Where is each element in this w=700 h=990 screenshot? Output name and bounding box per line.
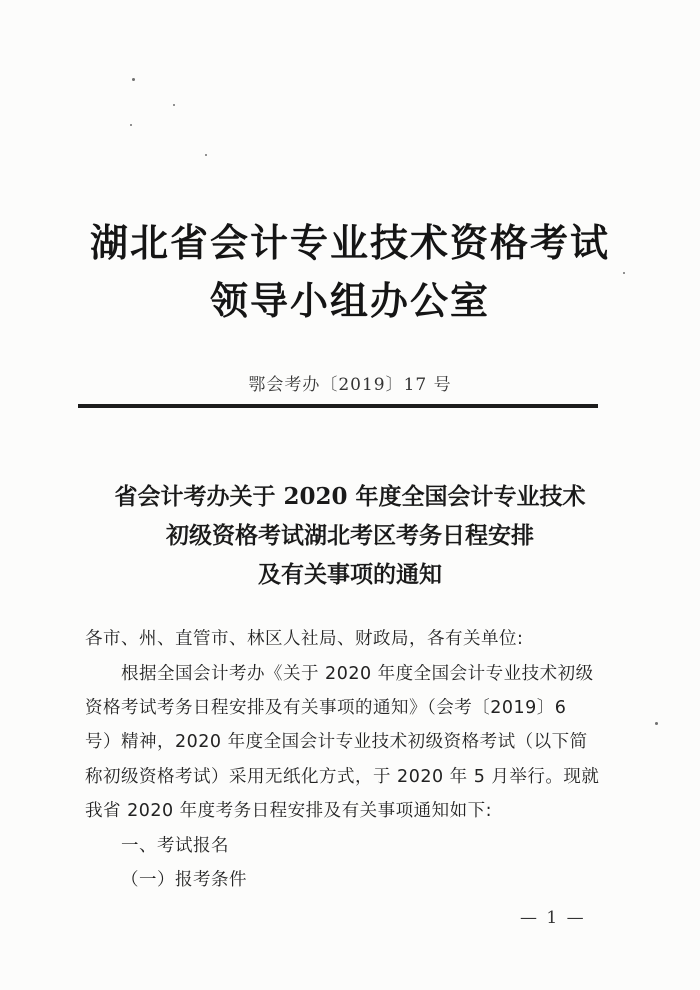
notice-title-line1: 省会计考办关于 2020 年度全国会计专业技术: [114, 483, 586, 510]
scan-speck: [173, 104, 175, 106]
issuer-name-line1: 湖北省会计专业技术资格考试: [89, 220, 610, 265]
issuer-name-line2: 领导小组办公室: [209, 278, 490, 323]
section-heading: 一、考试报名: [121, 836, 229, 856]
document-number: 鄂会考办〔2019〕17 号: [248, 375, 452, 395]
header-divider: [78, 404, 598, 408]
paragraph-line: 我省 2020 年度考务日程安排及有关事项通知如下:: [85, 801, 493, 821]
scan-speck: [655, 722, 658, 725]
paragraph-line: 称初级资格考试）采用无纸化方式，于 2020 年 5 月举行。现就: [85, 767, 600, 787]
paragraph-line: 资格考试考务日程安排及有关事项的通知》（会考〔2019〕6: [85, 698, 567, 718]
notice-title-line2: 初级资格考试湖北考区考务日程安排: [166, 522, 534, 549]
paragraph-line: 根据全国会计考办《关于 2020 年度全国会计专业技术初级: [121, 664, 594, 684]
page-number: — 1 —: [520, 908, 586, 928]
salutation: 各市、州、直管市、林区人社局、财政局，各有关单位:: [85, 629, 524, 649]
notice-title-line3: 及有关事项的通知: [258, 561, 442, 588]
scan-speck: [132, 78, 135, 81]
paragraph-line: 号）精神，2020 年度全国会计专业技术初级资格考试（以下简: [85, 732, 588, 752]
scan-speck: [205, 154, 207, 156]
subsection-heading: （一）报考条件: [121, 870, 247, 890]
scan-speck: [130, 124, 132, 126]
